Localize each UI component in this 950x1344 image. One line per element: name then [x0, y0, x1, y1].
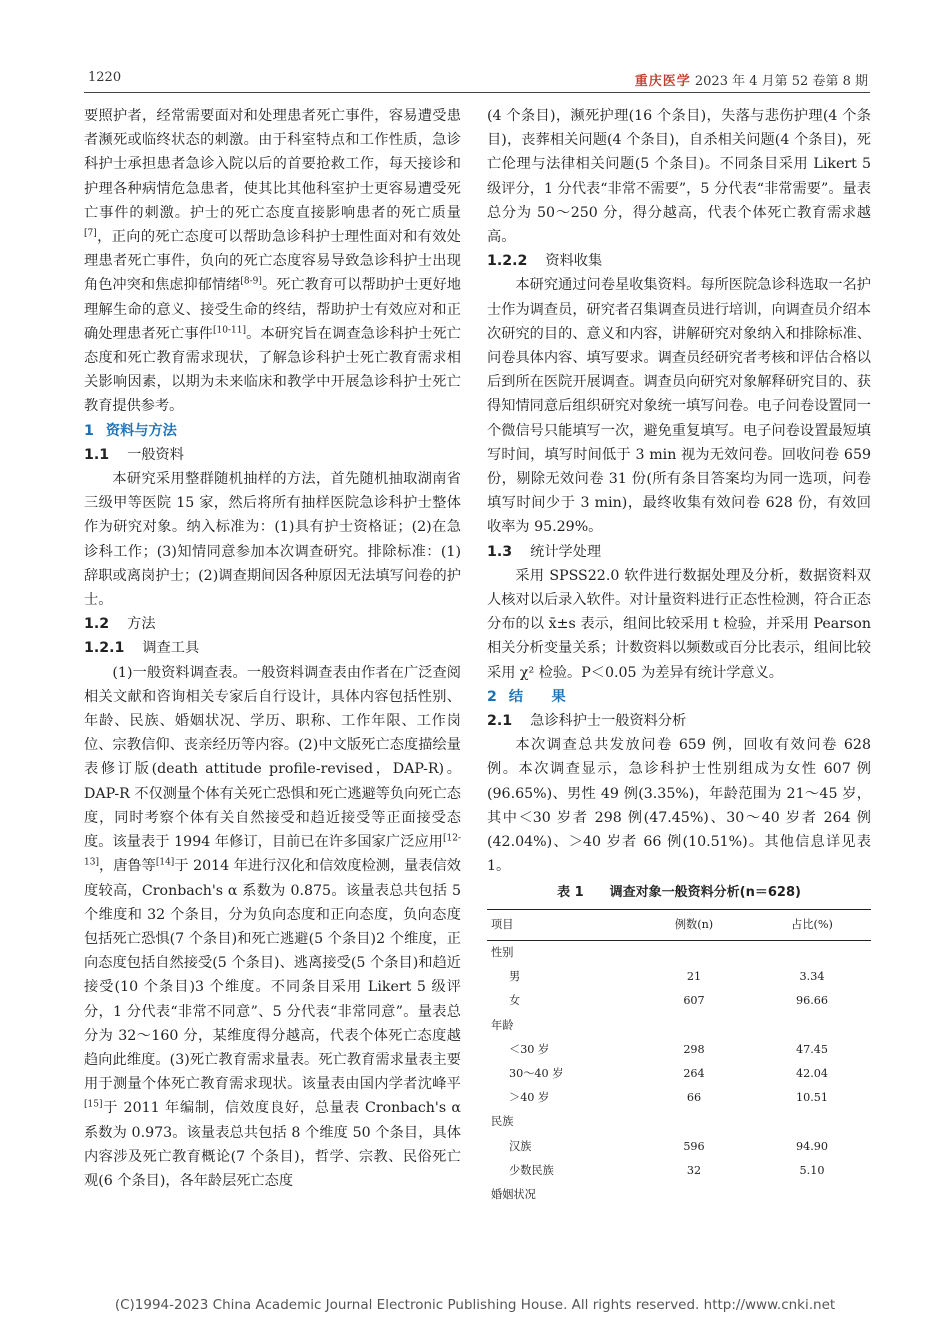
- header-rule: [84, 92, 870, 93]
- journal-issue: 2023 年 4 月第 52 卷第 8 期: [694, 74, 868, 89]
- table-row: 30～40 岁 264 42.04: [509, 1066, 829, 1080]
- journal-name: 重庆医学: [634, 74, 691, 89]
- demographics-table: [487, 909, 871, 1207]
- table-row: 汉族 596 94.90: [509, 1139, 829, 1153]
- table-row: ＞40 岁 66 10.51: [509, 1091, 829, 1105]
- section-heading-methods: 1 资料与方法: [84, 422, 177, 439]
- subsection-heading-data-collection: 1.2.2 资料收集: [487, 253, 603, 270]
- copyright-text: (C)1994-2023 China Academic Journal Electronic Publishing House. All rights reserved.: [114, 1297, 700, 1313]
- page-number: 1220: [88, 70, 122, 85]
- scale-continued-paragraph: (4 个条目)，濒死护理(16 个条目)，失落与悲伤护理(4 个条目)，丧葬相关问题(4 个条目)，自杀相关问题(4 个条目)，死亡伦理与法律相关问题(5 个条目)。不同条目采用 Likert 5 级评分，1 分代表“非常不需要”，5 分代表“非常需要”。量表总分为 50～250 分，得分越高，代表个体死亡教育需求越高。: [487, 108, 871, 246]
- table-caption: 表 1 调查对象一般资料分析(n＝628): [557, 884, 801, 900]
- table-row: 年龄: [491, 1018, 514, 1032]
- table-row: 男 21 3.34: [509, 970, 825, 984]
- general-info-paragraph: 本研究采用整群随机抽样的方法，首先随机抽取湖南省三级甲等医院 15 家，然后将所有抽样医院急诊科护士整体作为研究对象。纳入标准为：(1)具有护士资格证；(2)在急诊科工作；(3)知情同意参加本次调查研究。排除标准：(1)辞职或离岗护士；(2)调查期间因各种原因无法填写问卷的护士。: [84, 471, 461, 609]
- table-row: ＜30 岁 298 47.45: [509, 1042, 829, 1056]
- subsection-heading-methods: 1.2 方法: [84, 616, 156, 633]
- table-row: 民族: [491, 1115, 514, 1129]
- subsection-heading-general: 1.1 一般资料: [84, 446, 184, 463]
- table-row: 少数民族 32 5.10: [509, 1163, 825, 1177]
- table-header-row: [487, 909, 871, 940]
- table-row: 婚姻状况: [491, 1187, 536, 1201]
- right-column: [487, 104, 871, 1207]
- table-header-cell: 例数(n): [635, 909, 753, 940]
- section-heading-results: 2 结 果: [487, 688, 566, 705]
- intro-paragraph: 要照护者，经常需要面对和处理患者死亡事件，容易遭受患者濒死或临终状态的刺激。由于科室特点和工作性质，急诊科护士承担患者急诊入院以后的首要抢救工作，每天接诊和护理各种病情危急患者，使其比其他科室护士更容易遭受死亡事件的刺激。护士的死亡态度直接影响患者的死亡质量[7]，正向的死亡态度可以帮助急诊科护士理性面对和有效处理患者死亡事件，负向的死亡态度容易导致急诊科护士出现角色冲突和焦虑抑郁情绪[8-9]。死亡教育可以帮助护士更好地理解生命的意义、接受生命的终结，帮助护士有效应对和正确处理患者死亡事件[10-11]。本研究旨在调查急诊科护士死亡态度和死亡教育需求现状，了解急诊科护士死亡教育需求相关影响因素，以期为未来临床和教学中开展急诊科护士死亡教育提供参考。: [84, 108, 461, 415]
- copyright-footer: [0, 1297, 950, 1313]
- journal-header: [635, 70, 868, 89]
- left-column: [84, 104, 461, 1193]
- statistics-paragraph: 采用 SPSS22.0 软件进行数据处理及分析，数据资料双人核对以后录入软件。对计量资料进行正态性检测，符合正态分布的以 x̄±s 表示，组间比较采用 t 检验，并采用 Pearson 相关分析变量关系；计数资料以频数或百分比表示，组间比较采用 χ² 检验。P＜0.05 为差异有统计学意义。: [487, 567, 871, 681]
- results-paragraph: 本次调查总共发放问卷 659 例，回收有效问卷 628 例。本次调查显示，急诊科护士性别组成为女性 607 例(96.65%)、男性 49 例(3.35%)，年龄范围为 21～45 岁，其中＜30 岁者 298 例(47.45%)、30～40 岁者 264 例(42.04%)、＞40 岁者 66 例(10.51%)。其他信息详见表 1。: [487, 737, 871, 875]
- table-row: 女 607 96.66: [509, 994, 829, 1008]
- subsection-heading-nurse-info: 2.1 急诊科护士一般资料分析: [487, 713, 687, 730]
- subsection-heading-statistics: 1.3 统计学处理: [487, 543, 602, 560]
- table-row: 性别: [491, 945, 514, 959]
- table-header-cell: 占比(%): [753, 909, 871, 940]
- table-header-cell: 项目: [487, 909, 635, 940]
- data-collection-paragraph: 本研究通过问卷星收集资料。每所医院急诊科选取一名护士作为调查员，研究者召集调查员进行培训，向调查员介绍本次研究的目的、意义和内容，讲解研究对象纳入和排除标准、问卷具体内容、填写要求。调查员经研究者考核和评估合格以后到所在医院开展调查。调查员向研究对象解释研究目的、获得知情同意后组织研究对象统一填写问卷。电子问卷设置同一个微信号只能填写一次，避免重复填写。电子问卷设置最短填写时间，填写时间低于 3 min 视为无效问卷。回收问卷 659 份，剔除无效问卷 31 份(所有条目答案均为同一选项，问卷填写时间少于 3 min)，最终收集有效问卷 628 份，有效回收率为 95.29%。: [487, 277, 871, 536]
- subsection-heading-tools: 1.2.1 调查工具: [84, 640, 200, 657]
- tools-paragraph: (1)一般资料调查表。一般资料调查表由作者在广泛查阅相关文献和咨询相关专家后自行设计，具体内容包括性别、年龄、民族、婚姻状况、学历、职称、工作年限、工作岗位、宗教信仰、丧亲经历等内容。(2)中文版死亡态度描绘量表修订版(death attitude profile-revised，DAP-R)。DAP-R 不仅测量个体有关死亡恐惧和死亡逃避等负向死亡态度，同时考察个体有关自然接受和趋近接受等正面接受态度。该量表于 1994 年修订，目前已在许多国家广泛应用[12-13]，唐鲁等[14]于 2014 年进行汉化和信效度检测，量表信效度较高，Cronbach's α 系数为 0.875。该量表总共包括 5 个维度和 32 个条目，分为负向态度和正向态度，负向态度包括死亡恐惧(7 个条目)和死亡逃避(5 个条目)2 个维度，正向态度包括自然接受(5 个条目)、逃离接受(5 个条目)和趋近接受(10 个条目)3 个维度。不同条目采用 Likert 5 级评分，1 分代表“非常不同意”、5 分代表“非常同意”。量表总分为 32～160 分，某维度得分越高，代表个体死亡态度越趋向此维度。(3)死亡教育需求量表。死亡教育需求量表主要用于测量个体死亡教育需求现状。该量表由国内学者沈峰平[15]于 2011 年编制，信效度良好，总量表 Cronbach's α 系数为 0.973。该量表总共包括 8 个维度 50 个条目，具体内容涉及死亡教育概论(7 个条目)，哲学、宗教、民俗死亡观(6 个条目)，各年龄层死亡态度: [84, 664, 461, 1189]
- cnki-link[interactable]: http://www.cnki.net: [703, 1297, 836, 1313]
